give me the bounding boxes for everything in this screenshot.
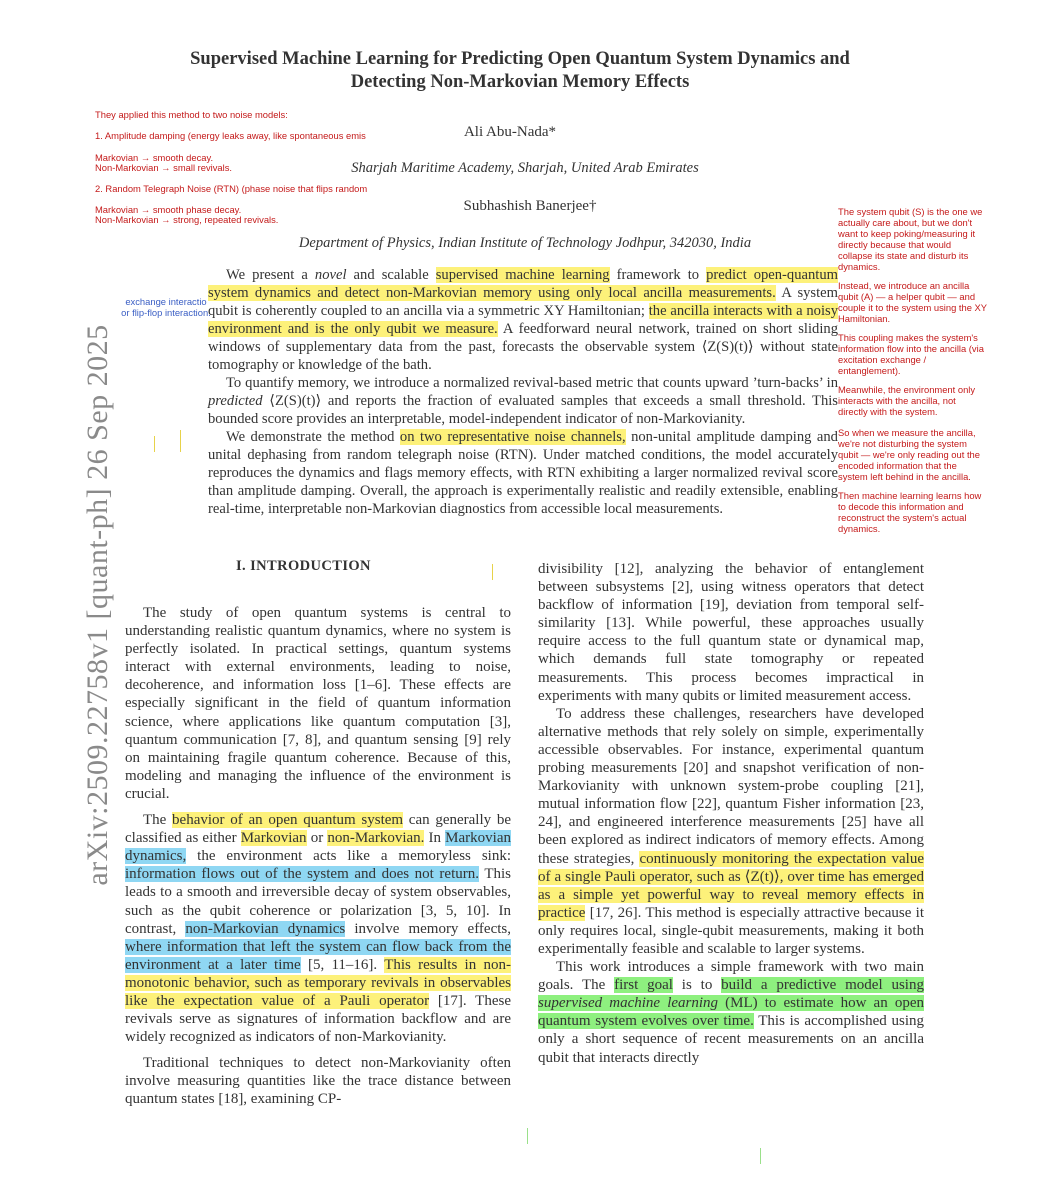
title-line-2: Detecting Non-Markovian Memory Effects	[350, 72, 690, 92]
abstract-paragraph-1: We present a novel and scalable supervised machine learning framework to predict open-quantum system dynamics and detect non-Markovian memory using only local ancilla measurements. A system qubit is coherently coupled to an ancilla via a symmetric XY Hamiltonian; the ancilla interacts with a noisy environment and is the only qubit we measure. A feedforward neural network, trained on short sliding windows of supplementary data from the past, forecasts the observable system ⟨Z(S)(t)⟩ without state tomography or knowledge of the bath.	[208, 267, 838, 373]
affiliation-1: Sharjah Maritime Academy, Sharjah, United Arab Emirates	[351, 160, 699, 176]
note-exchange-interaction: exchange interactio or flip-flop interaction.	[121, 296, 211, 318]
abstract-paragraph-3: We demonstrate the method on two representative noise channels, non-unital amplitude damping and unital dephasing from random telegraph noise (RTN). Under matched conditions, the model accurately reproduces the dynamics and flags memory effects, with RTN exhibiting a larger normalized revival score than amplitude damping. Overall, the approach is experimentally realistic and readily extensible, enabling real-time, interpretable non-Markovian diagnostics from accessible local measurements.	[208, 429, 838, 517]
paragraph: Traditional techniques to detect non-Markovianity often involve measuring quantities like the trace distance between quantum states [18], examining CP-	[125, 1055, 511, 1108]
note-amplitude-damping: 1. Amplitude damping (energy leaks away, like spontaneous emis	[95, 130, 366, 141]
highlighter-mark	[760, 1148, 761, 1164]
paragraph: To address these challenges, researchers have developed alternative methods that rely solely on simple, experimentally accessible observables. For instance, experimental quantum probing measurements [20] and snapshot verification of non-Markovianity with unknown system-probe coupling [21], mutual information flow [22], quantum Fisher information [23, 24], and engineered interference measurements [25] have all been explored as indirect indicators of memory effects. Among these strategies, continuously monitoring the expectation value of a single Pauli operator, such as ⟨Z(t)⟩, over time has emerged as a simple yet powerful way to reveal memory effects in practice [17, 26]. This method is especially attractive because it only requires local, single-qubit measurements, making it both experimentally feasible and scalable to larger systems.	[538, 705, 925, 957]
affiliation-2: Department of Physics, Indian Institute of Technology Jodhpur, 342030, India	[298, 235, 752, 251]
highlight: supervised machine learning	[435, 267, 610, 283]
note-ad-markovian: Markovian → smooth decay.	[95, 152, 214, 163]
note-noise-models: They applied this method to two noise models:	[95, 109, 288, 120]
note-coupling: This coupling makes the system's information flow into the ancilla (via excitation exchange / entanglement).	[838, 332, 984, 376]
paragraph: The behavior of an open quantum system can generally be classified as either Markovian or non-Markovian. In Markovian dynamics, the environment acts like a memoryless sink: information flows out of the system and does not return. This leads to a smooth and irreversible decay of system observables, such as the qubit coherence or polarization [3, 5, 10]. In contrast, non-Markovian dynamics involve memory effects, where information that left the system can flow back from the environment at a later time [5, 11–16]. This results in non-monotonic behavior, such as temporary revivals in observables like the expectation value of a Pauli operator [17]. These revivals serve as signatures of information backflow and are widely recognized as indicators of non-Markovianity.	[125, 812, 512, 1046]
highlight: predict open-quantum system dynamics and detect non-Markovian memory using only local ancilla measurements.	[208, 267, 838, 301]
highlight: the ancilla interacts with a noisy environment and is the only qubit we measure.	[208, 303, 838, 337]
note-ad-nonmarkovian: Non-Markovian → small revivals.	[95, 162, 233, 173]
arxiv-id: arXiv:2509.22758v1 [quant-ph] 26 Sep 2025	[81, 324, 114, 886]
highlighter-mark	[154, 436, 155, 452]
abstract	[208, 266, 838, 518]
paper-title	[110, 48, 930, 94]
section-heading: I. INTRODUCTION	[236, 558, 371, 574]
author-2: Subhashish Banerjee†	[463, 198, 597, 214]
note-measure-ancilla: So when we measure the ancilla, we're not disturbing the system qubit — we're only reading out the encoded information that the system left behind in the ancilla.	[838, 427, 980, 482]
highlight: on two representative noise channels,	[399, 429, 626, 445]
note-rtn-markovian: Markovian → smooth phase decay.	[95, 204, 242, 215]
author-1: Ali Abu-Nada*	[463, 124, 557, 140]
paragraph: This work introduces a simple framework with two main goals. The first goal is to build a predictive model using supervised machine learning (ML) to estimate how an open quantum system evolves over time. This is accomplished using only a short sequence of recent measurements on an ancilla qubit that interacts directly	[538, 959, 924, 1066]
paragraph: divisibility [12], analyzing the behavior of entanglement between subsystems [2], using witness operators that detect backflow of information [19], deviation from temporal self-similarity [13]. While powerful, these approaches usually require access to the full quantum state or dynamical map, which demands full state tomography or repeated measurements. This process becomes impractical in experiments with many qubits or limited measurement access.	[538, 561, 924, 704]
highlighter-mark	[492, 564, 493, 580]
highlighter-mark	[180, 430, 181, 452]
arxiv-stamp	[78, 320, 118, 890]
left-column	[125, 604, 511, 1109]
note-ancilla-qubit: Instead, we introduce an ancilla qubit (A) — a helper qubit — and couple it to the system using the XY Hamiltonian.	[838, 280, 987, 324]
note-machine-learning: Then machine learning learns how to decode this information and reconstruct the system's actual dynamics.	[838, 490, 982, 534]
title-line-1: Supervised Machine Learning for Predicting Open Quantum System Dynamics and	[190, 49, 850, 69]
note-environment: Meanwhile, the environment only interacts with the ancilla, not directly with the system.	[838, 384, 976, 417]
note-system-qubit: The system qubit (S) is the one we actually care about, but we don't want to keep poking/measuring it directly because that would collapse its state and disturb its dynamics.	[838, 206, 983, 272]
right-column	[538, 560, 924, 1067]
abstract-paragraph-2: To quantify memory, we introduce a normalized revival-based metric that counts upward ’turn-backs’ in predicted ⟨Z(S)(t)⟩ and reports the fraction of evaluated samples that exceeds a small threshold. This bounded score provides an interpretable, model-independent indicator of non-Markovianity.	[208, 375, 838, 427]
note-rtn-nonmarkovian: Non-Markovian → strong, repeated revivals.	[95, 214, 279, 225]
paragraph: The study of open quantum systems is central to understanding realistic quantum dynamics, where no system is perfectly isolated. In practical settings, quantum systems interact with external environments, leading to noise, decoherence, and information loss [1–6]. These effects are especially significant in the field of quantum information science, where applications like quantum computation [3], quantum communication [7, 8], and quantum sensing [9] rely on maintaining fragile quantum coherence. Because of this, modeling and managing the influence of the environment is crucial.	[125, 605, 511, 802]
highlighter-mark	[527, 1128, 528, 1144]
note-rtn: 2. Random Telegraph Noise (RTN) (phase noise that flips random	[95, 183, 368, 194]
